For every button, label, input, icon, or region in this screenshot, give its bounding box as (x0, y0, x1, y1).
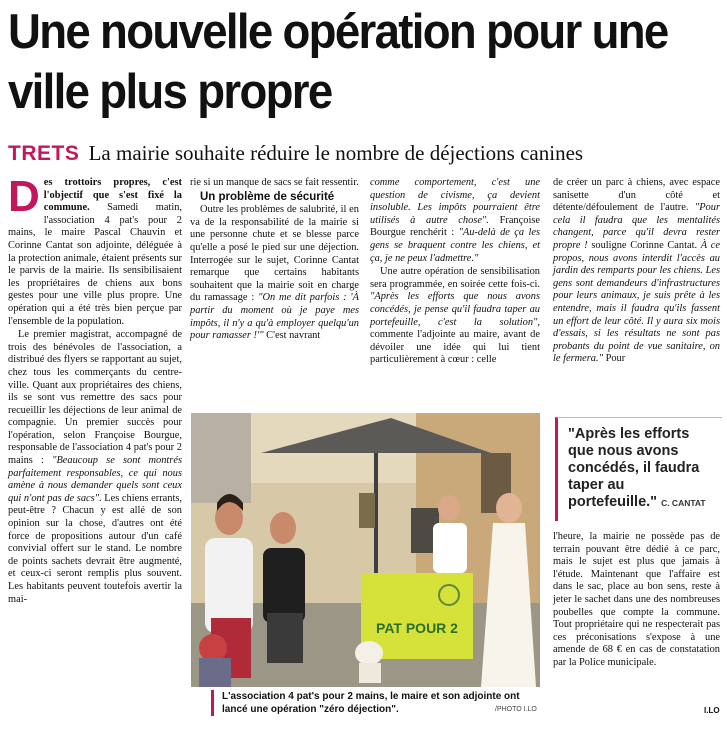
caption-accent-bar (211, 690, 214, 716)
paragraph-2-quote: "Beaucoup se sont montrés parfaitement responsables, ce qui nous amène à nous demander quels sont ceux qui n'ont pas de sacs" (8, 455, 182, 504)
article-column-3 (370, 177, 540, 368)
paragraph-3 (190, 204, 359, 343)
column-2-start: rie si un manque de sacs se fait ressentir. (190, 177, 359, 188)
paragraph-3-text: Outre les problèmes de salubrité, il en va de la responsabilité de la mairie si une personne chute et se blesse parce qu'elle a posé le pied sur une déjection. Interrogée sur le sujet, Corinne Cantat remarque que certains habitants souhaitent que la mairie soit en charge du ramassage : (190, 204, 359, 304)
column-3-text: Françoise Bourgue renchérit : (370, 214, 540, 239)
paragraph-3-end: C'est navrant (263, 330, 321, 342)
lead-text: es trottoirs propres, c'est l'objectif que s'est fixé la commune. (43, 177, 182, 214)
kicker-city: TRETS (8, 142, 80, 165)
column-4-start (553, 177, 720, 366)
paragraph-4-end: , commente l'adjointe au maire, avant de dévoiler une idée qui lui tient particulièrement à cœur : celle (370, 316, 540, 366)
column-4-quote-2: À ce propos, nous avons interdit l'accès au jardin des remparts pour les chiens. Les gens sont demandeurs d'infrastructures pour leurs animaux, je suis prête à les entendre, mais il faudra qu'ils fassent un effort de leur côté. Il y aura six mois d'essais, si les résultats ne sont pas probants du point de vue sanitaire, on le fermera." (553, 239, 720, 365)
paragraph-1: Samedi matin, l'association 4 pat's pour 2 mains, le maire Pascal Chauvin et Corinne Cantat son adjointe, déléguée à la protection animale, étaient présents sur le parvis de la mairie. Ils sensibilisaient les propriétaires de chiens aux bons gestes pour une ville plus propre. Une opération qui a été très bien perçue par l'ensemble de la population. (8, 202, 182, 327)
article-column-4-end: l'heure, la mairie ne possède pas de terrain pouvant être dédié à ce parc, mais le sujet est plus que jamais à l'étude. Maintenant que l'affaire est dans le sac, place au bon sens, reste à jeter le sachet dans une des nombreuses poubelles que compte la commune. Tout propriétaire qui ne respecterait pas ces préconisations s'expose à une amende de 68 € en cas de constatation par la Police municipale. (553, 531, 720, 668)
paragraph-2 (8, 329, 182, 606)
paragraph-3-quote: "On me dit parfois : 'À partir du moment où je paye mes impôts, il n'y a qu'à employer quelqu'un pour ramasser !'" (190, 292, 359, 342)
pull-quote-author: C. CANTAT (661, 498, 706, 508)
subhead: Un problème de sécurité (200, 190, 335, 203)
article-column-1 (8, 172, 182, 607)
article-column-2 (190, 177, 359, 344)
headline: Une nouvelle opération pour une ville plus propre (8, 5, 668, 119)
kicker (8, 139, 723, 168)
banner-text: PAT POUR 2 (376, 620, 458, 636)
paragraph-2-text: Le premier magistrat, accompagné de trois des bénévoles de l'association, a distribué des flyers se rapportant au sujet, chez tous les commerçants du centre-ville. Quant aux propriétaires des chiens, ils se sont vus remettre des sacs pour recueillir les déjections de leur animal de compagnie. Un premier succès pour l'opération, selon Françoise Bourgue, responsable de l'association 4 pat's pour 2 mains : (8, 329, 182, 467)
paragraph-4-quote: "Après les efforts que nous avons concédés, je pense qu'il faudra taper au portefeuille, c'est la solution" (370, 291, 540, 328)
kicker-subtitle: La mairie souhaite réduire le nombre de déjections canines (88, 141, 584, 165)
pull-quote (555, 417, 722, 521)
event-photo (191, 413, 540, 687)
column-3-start (370, 177, 540, 265)
column-4-quote: "Pour cela il faudra que les mentalités changent, parce qu'il devra rester propre ! (553, 202, 720, 251)
column-3-quote: comme comportement, c'est une question de civisme, ça devient insoluble. Les impôts pourraient être utilisés à autre chose". (370, 177, 540, 226)
photo-caption: L'association 4 pat's pour 2 mains, le maire et son adjointe ont lancé une opération "zéro déjection". (222, 691, 520, 715)
article-column-4 (553, 177, 720, 367)
column-4-text: de créer un parc à chiens, avec espace sanisette d'un côté et détente/défoulement de l'autre. (553, 177, 720, 214)
column-4-mid: souligne Corinne Cantat. (587, 239, 701, 251)
dropcap: D (8, 172, 40, 221)
paragraph-4-text: Une autre opération de sensibilisation sera programmée, en soirée cette fois-ci. (370, 266, 540, 290)
paragraph-2-end: . Les chiens errants, peut-être ? Chacun y est allé de son opinion sur la chose, d'autres ont été force de propositions autour d'un café convivial offert sur le stand. Le nombre de points sachets devrait être augmenté, et ceux-ci seront remplis plus souvent. Les habitants peuvent toutefois avertir la mai- (8, 492, 182, 605)
pull-quote-text (568, 426, 716, 512)
photo-credit: /PHOTO I.LO (495, 706, 537, 713)
author-signature: I.LO (704, 706, 720, 715)
column-4-end: Pour (602, 353, 626, 365)
column-3-quote-2: "Au-delà de ça les gens se braquent contre les chiens, et ça, je ne peux l'admettre." (370, 227, 540, 264)
lead-paragraph (8, 172, 182, 328)
paragraph-4 (370, 266, 540, 367)
pull-quote-body: "Après les efforts que nous avons concédés, il faudra taper au portefeuille." (568, 426, 700, 510)
